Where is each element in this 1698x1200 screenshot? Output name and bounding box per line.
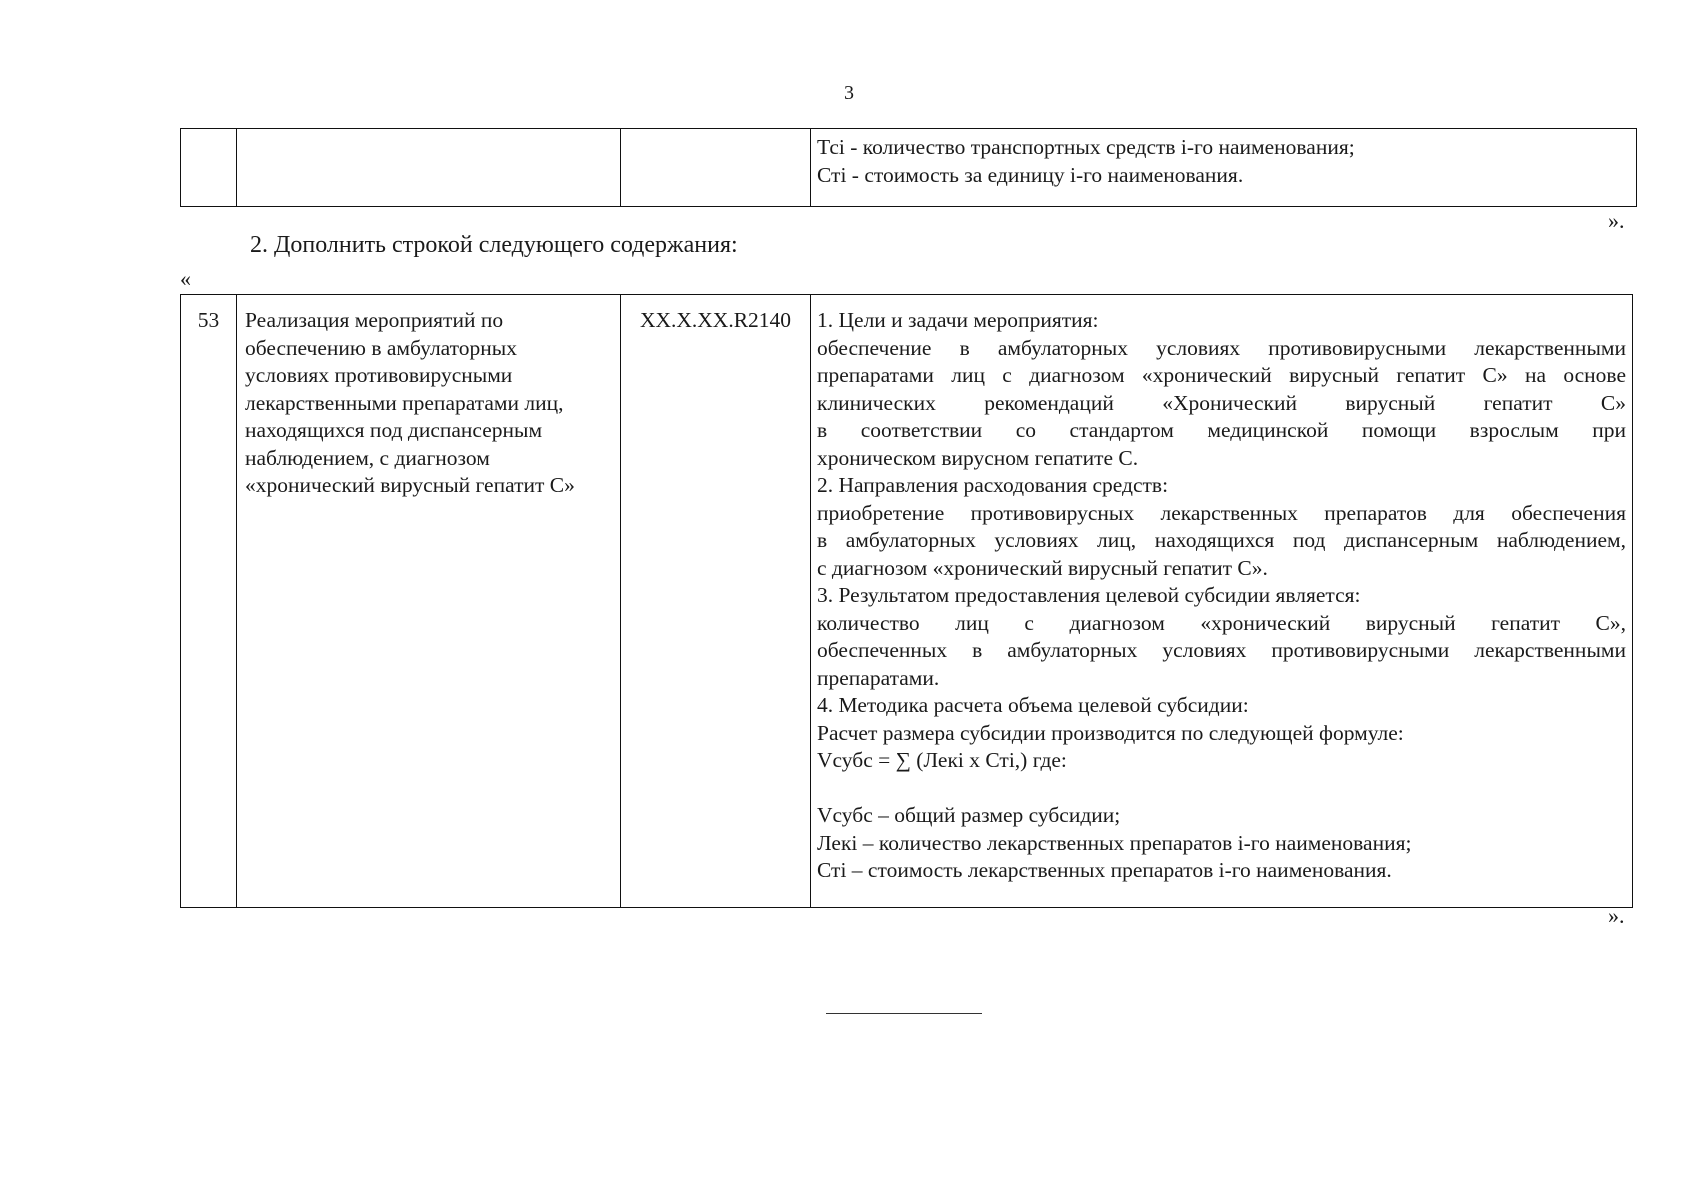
row-number: 53 — [197, 308, 220, 332]
description-line: Vсубс – общий размер субсидии; — [817, 803, 1121, 827]
name-line: обеспечению в амбулаторных — [245, 335, 517, 360]
description-line: Лекі – количество лекарственных препаратов і-го наименования; — [817, 830, 1412, 855]
description-line: обеспечение в амбулаторных условиях противовирусными лекарственными — [817, 335, 1626, 360]
row-number-cell — [181, 295, 237, 908]
description-line: в соответствии со стандартом медицинской помощи взрослым при — [817, 418, 1626, 442]
description-line: обеспеченных в амбулаторных условиях противовирусными лекарственными — [817, 638, 1626, 662]
code-cell — [621, 295, 811, 908]
measure-code: XX.X.XX.R2140 — [639, 308, 792, 332]
footer-separator — [826, 1013, 982, 1014]
table-row — [181, 129, 1637, 207]
continuation-table — [180, 128, 1637, 207]
description-line: 1. Цели и задачи мероприятия: — [817, 308, 1099, 332]
description-line: 4. Методика расчета объема целевой субсидии: — [817, 693, 1249, 717]
code-cell — [621, 129, 811, 207]
closing-quote: ». — [1608, 903, 1625, 928]
description-line: 2. Направления расходования средств: — [817, 473, 1169, 497]
page-number: 3 — [844, 82, 854, 104]
opening-quote: « — [180, 266, 191, 291]
amendment-table — [180, 294, 1633, 908]
name-line: Реализация мероприятий по — [245, 308, 504, 332]
name-line: лекарственными препаратами лиц, — [245, 390, 564, 415]
description-line: препаратами лиц с диагнозом «хронический вирусный гепатит С» на основе — [817, 363, 1626, 387]
section-heading: 2. Дополнить строкой следующего содержания: — [250, 232, 738, 258]
description-line: Сті - стоимость за единицу і-го наименования. — [817, 162, 1244, 187]
description-line: приобретение противовирусных лекарственных препаратов для обеспечения — [817, 500, 1626, 525]
measure-name-cell — [237, 295, 621, 908]
name-line: наблюдением, с диагнозом — [245, 445, 490, 470]
name-cell — [237, 129, 621, 207]
description-line: Расчет размера субсидии производится по следующей формуле: — [817, 720, 1404, 745]
table-row — [181, 295, 1633, 908]
description-cell — [811, 295, 1633, 908]
blank-line — [817, 775, 1626, 803]
name-line: «хронический вирусный гепатит С» — [245, 473, 575, 497]
name-line: условиях противовирусными — [245, 363, 513, 387]
number-cell — [181, 129, 237, 207]
formula-line: Vсубс = ∑ (Лекі х Сті,) где: — [817, 748, 1067, 772]
description-line: 3. Результатом предоставления целевой субсидии является: — [817, 583, 1361, 607]
description-line: в амбулаторных условиях лиц, находящихся под диспансерным наблюдением, — [817, 528, 1626, 552]
name-line: находящихся под диспансерным — [245, 418, 543, 442]
description-line: Сті – стоимость лекарственных препаратов і-го наименования. — [817, 858, 1392, 882]
closing-quote: ». — [1608, 208, 1625, 233]
description-line: хроническом вирусном гепатите С. — [817, 445, 1139, 470]
description-line: количество лиц с диагнозом «хронический вирусный гепатит С», — [817, 610, 1626, 635]
description-line: клинических рекомендаций «Хронический вирусный гепатит С» — [817, 390, 1626, 415]
description-line: с диагнозом «хронический вирусный гепатит С». — [817, 555, 1268, 580]
description-cell — [811, 129, 1637, 207]
description-line: Тсі - количество транспортных средств і-го наименования; — [817, 135, 1355, 159]
description-line: препаратами. — [817, 665, 940, 690]
